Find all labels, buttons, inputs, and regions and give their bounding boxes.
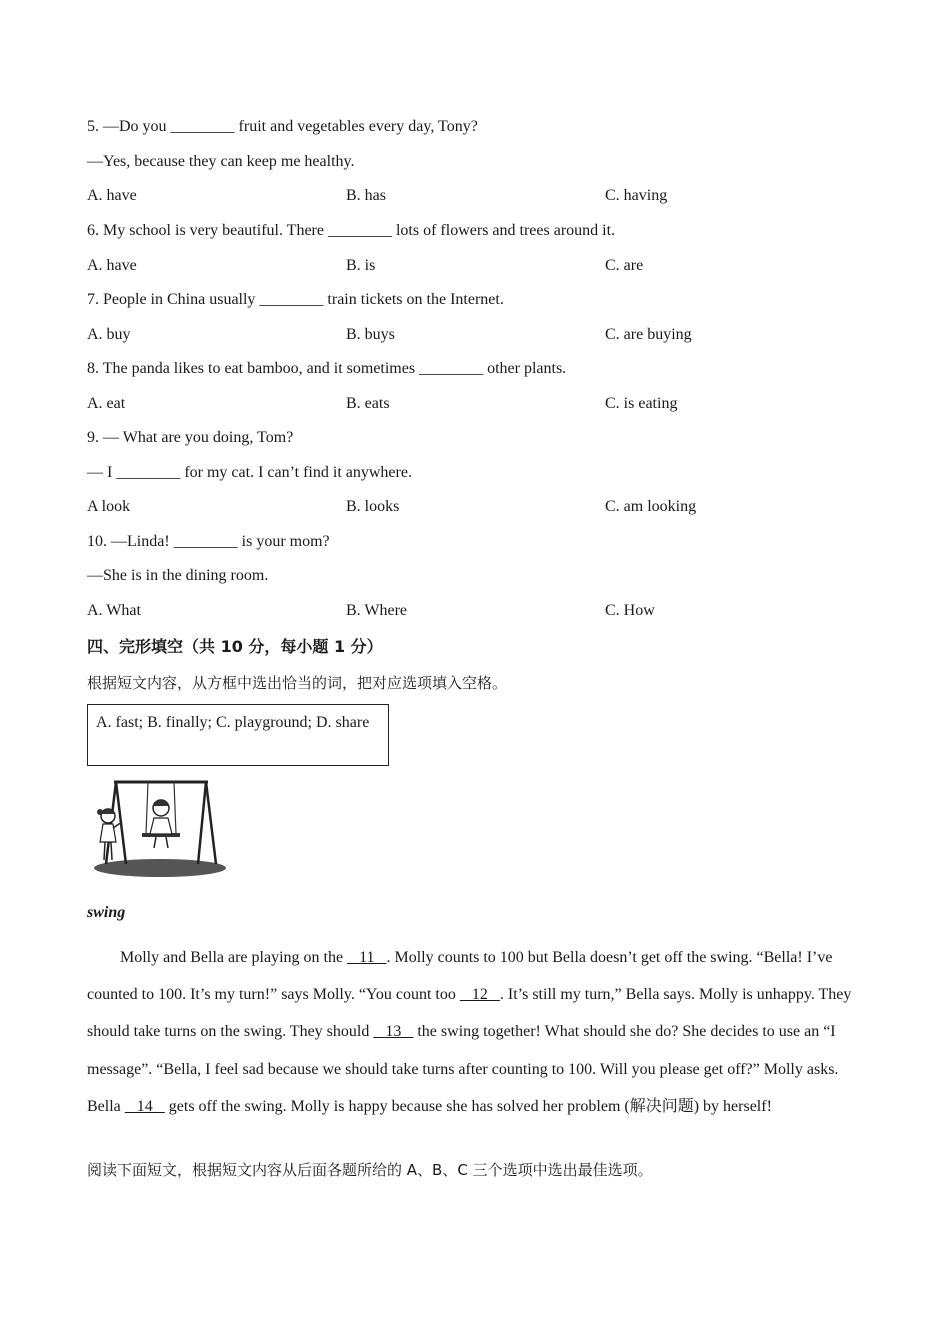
question-5-reply: —Yes, because they can keep me healthy.	[87, 153, 355, 170]
blank-11[interactable]: 11	[347, 949, 387, 966]
blank-12[interactable]: 12	[459, 986, 500, 1004]
blank-13[interactable]: 13	[373, 1023, 414, 1041]
q10-option-a: A. What	[87, 602, 141, 619]
q7-option-c: C. are buying	[605, 326, 692, 343]
section-4-instruction: 根据短文内容，从方框中选出恰当的词，把对应选项填入空格。	[87, 674, 508, 692]
blank-14[interactable]: 14	[124, 1097, 165, 1115]
section-4-title: 四、完形填空（共 10 分，每小题 1 分）	[87, 637, 383, 656]
q6-option-c: C. are	[605, 257, 644, 274]
q6-option-a: A. have	[87, 257, 137, 274]
q10-option-c: C. How	[605, 602, 655, 619]
q8-option-b: B. eats	[346, 395, 390, 412]
q5-option-a: A. have	[87, 187, 137, 204]
q8-option-a: A. eat	[87, 395, 126, 412]
question-9-reply: — I ________ for my cat. I can’t find it anywhere.	[87, 464, 412, 481]
ground-shadow	[94, 859, 226, 877]
question-10: 10. —Linda! ________ is your mom?	[87, 533, 330, 550]
q10-option-b: B. Where	[346, 602, 408, 619]
word-box: A. fast; B. finally; C. playground; D. share	[87, 704, 389, 766]
q9-option-a: A look	[87, 498, 131, 515]
question-8: 8. The panda likes to eat bamboo, and it sometimes ________ other plants.	[87, 360, 567, 377]
question-5: 5. —Do you ________ fruit and vegetables every day, Tony?	[87, 118, 478, 135]
question-9: 9. — What are you doing, Tom?	[87, 429, 294, 446]
question-10-reply: —She is in the dining room.	[87, 567, 269, 584]
q5-option-c: C. having	[605, 187, 668, 204]
section-5-instruction: 阅读下面短文，根据短文内容从后面各题所给的 A、B、C 三个选项中选出最佳选项。	[87, 1161, 653, 1179]
q8-option-c: C. is eating	[605, 395, 678, 412]
q7-option-a: A. buy	[87, 326, 131, 343]
q6-option-b: B. is	[346, 257, 376, 274]
swing-illustration	[86, 776, 228, 885]
q9-option-b: B. looks	[346, 498, 400, 515]
q9-option-c: C. am looking	[605, 498, 697, 515]
question-6: 6. My school is very beautiful. There ________ lots of flowers and trees around it.	[87, 222, 616, 239]
image-caption: swing	[87, 904, 126, 921]
q5-option-b: B. has	[346, 187, 386, 204]
cloze-passage: Molly and Bella are playing on the 11 . Molly counts to 100 but Bella doesn’t get off the swing. “Bella! I’ve counted to 100. It’s my turn!” says Molly. “You count too 12 . It’s still my turn,” Bella says. Molly is unhappy. They should take turns on the swing. They should 13 the swing together! What should she do? She decides to use an “I message”. “Bella, I feel sad because we should take turns after counting to 100. Will you please get off?” Molly asks. Bella 14 gets off the swing. Molly is happy because she has solved her problem (解决问题) by herself!	[87, 949, 852, 1115]
q7-option-b: B. buys	[346, 326, 395, 343]
question-7: 7. People in China usually ________ train tickets on the Internet.	[87, 291, 504, 308]
